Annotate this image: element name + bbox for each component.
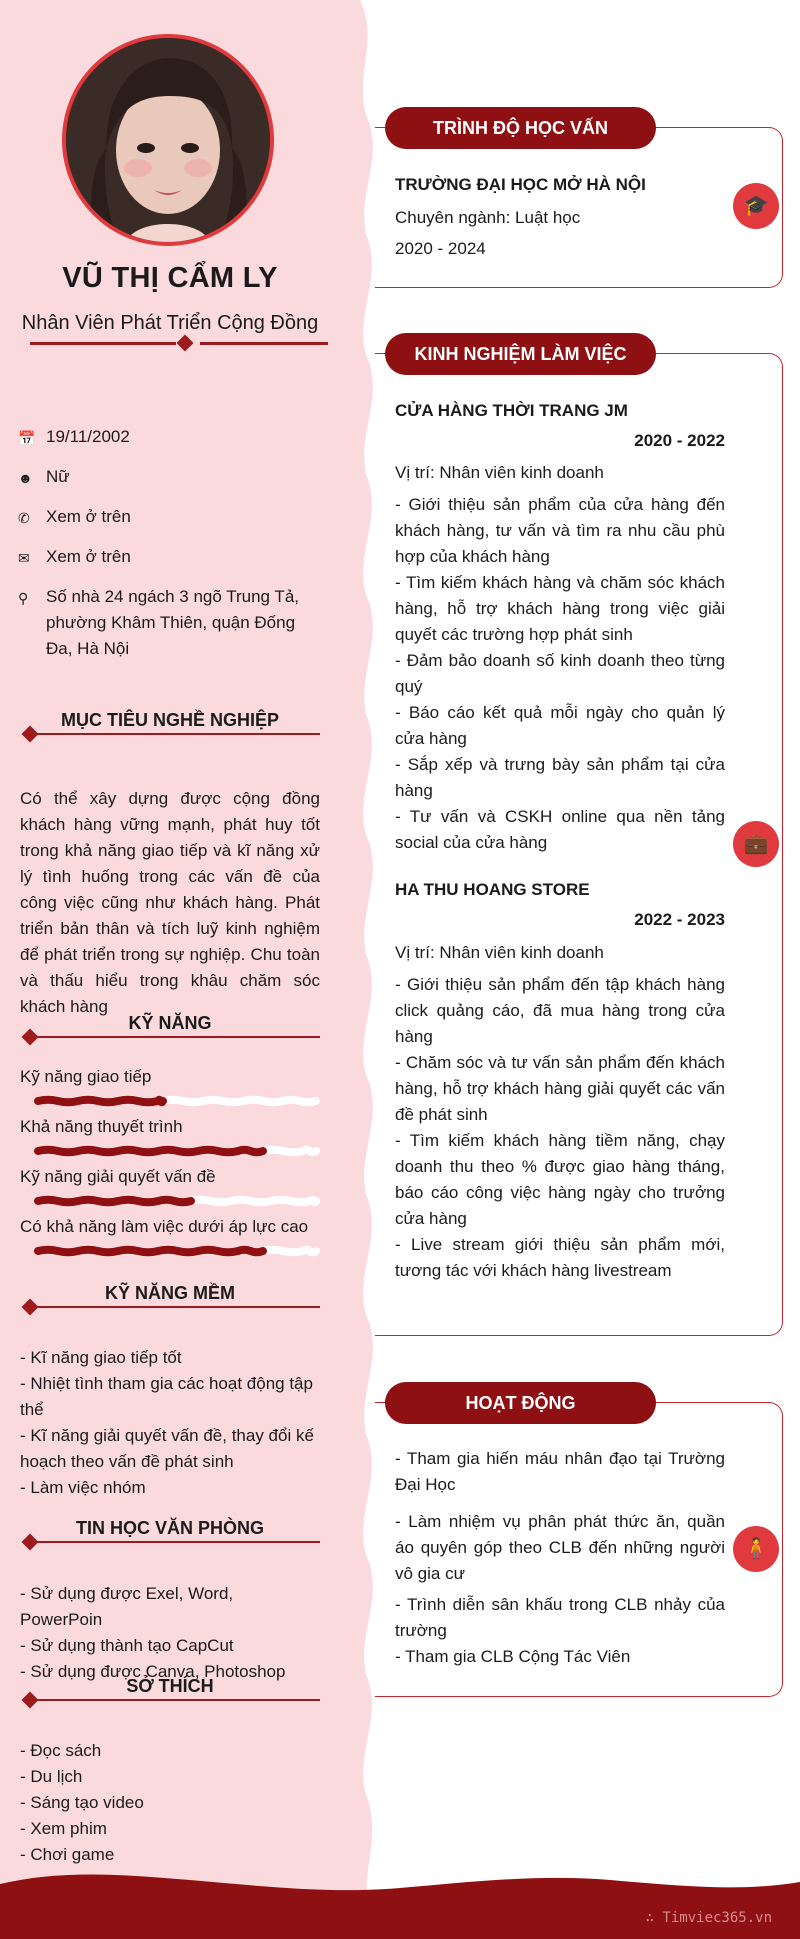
person-standing-icon: 🧍 [733,1526,779,1572]
activities-heading: HOẠT ĐỘNG [385,1382,656,1424]
contact-gender [18,464,318,491]
job-years: 2020 - 2022 [634,431,725,450]
education-school: TRƯỜNG ĐẠI HỌC MỞ HÀ NỘI [395,175,646,194]
job-company: HA THU HOANG STORE [395,880,590,899]
contact-phone [18,504,318,531]
objective-heading-label: MỤC TIÊU NGHỀ NGHIỆP [60,710,279,730]
skill-bar-track [263,1150,316,1153]
objective-text: Có thể xây dựng được cộng đồng khách hàng vững mạnh, phát huy tốt trong khả năng giao tiếp và kĩ năng xử lý tình huống trong các vấn đề của công việc cũng như khách hàng. Phát triển bản thân và tích luỹ kinh nghiệm để phát triển trong sự nghiệp. Chu toàn và thấu hiểu trong khâu chăm sóc khách hàng [20,789,320,1016]
title-divider-left [30,342,176,345]
gender-value: Nữ [46,467,70,486]
location-pin-icon: ⚲ [18,590,29,606]
skill-bar-fill [38,1200,191,1203]
skill-name: Khả năng thuyết trình [20,1117,183,1136]
skill-level-bar [34,1144,320,1158]
heading-underline [30,1036,320,1038]
education-major: Chuyên ngành: Luật học [395,208,581,227]
section-heading-objective [20,710,320,740]
contact-birthdate [18,424,318,451]
hobbies-heading-label: SỞ THÍCH [126,1676,214,1696]
heading-underline [30,733,320,735]
activity-item: - Làm nhiệm vụ phân phát thức ăn, quần áo quyên góp theo CLB đến những người vô gia cư [395,1512,725,1583]
education-years: 2020 - 2024 [395,239,486,258]
job-title: Nhân Viên Phát Triển Cộng Đồng [21,312,319,334]
briefcase-icon: 💼 [733,821,779,867]
birthdate-value: 19/11/2002 [46,427,130,446]
skill-bar-fill [38,1150,263,1153]
avatar [62,34,274,246]
skill-level-bar [34,1244,320,1258]
job-company: CỬA HÀNG THỜI TRANG JM [395,401,628,420]
activity-item: - Tham gia hiến máu nhân đạo tại Trường Đại Học [395,1449,725,1494]
education-heading: TRÌNH ĐỘ HỌC VẤN [385,107,656,149]
section-heading-skills [20,1013,320,1043]
hobbies-text: - Đọc sách - Du lịch - Sáng tạo video - Xem phim - Chơi game [20,1741,144,1864]
avatar-portrait-graphic [66,38,270,242]
skills-heading-label: KỸ NĂNG [128,1013,212,1033]
skill-bar-track [191,1200,316,1203]
skill-name: Kỹ năng giải quyết vấn đề [20,1167,216,1186]
email-value: Xem ở trên [46,547,131,566]
office-it-text: - Sử dụng được Exel, Word, PowerPoin - Sử dụng thành tạo CapCut - Sử dụng được Canva, Photoshop [20,1584,286,1681]
experience-heading: KINH NGHIỆM LÀM VIỆC [385,333,656,375]
soft-skills-text: - Kĩ năng giao tiếp tốt - Nhiệt tình tham gia các hoạt động tập thể - Kĩ năng giải quyết vấn đề, thay đổi kế hoạch theo vấn đề phát sinh - Làm việc nhóm [20,1348,314,1497]
skill-level-bar [34,1194,320,1208]
activity-item: - Trình diễn sân khấu trong CLB nhảy của trường - Tham gia CLB Cộng Tác Viên [395,1595,725,1666]
section-heading-office-it [20,1518,320,1548]
footer-wave [0,1870,800,1939]
heading-underline [30,1699,320,1701]
job-details: - Giới thiệu sản phẩm đến tập khách hàng click quảng cáo, đã mua hàng trong cửa hàng - Chăm sóc và tư vấn sản phẩm đến khách hàng, hỗ trợ khách hàng giải quyết các vấn đề phát sinh - Tìm kiếm khách hàng tiềm năng, chạy doanh thu theo % được giao hàng tháng, báo cáo công việc hàng ngày cho trưởng cửa hàng - Live stream giới thiệu sản phẩm mới, tương tác với khách hàng livestream [395,975,725,1280]
skill-bar-fill [38,1250,263,1253]
skill-bar-fill [38,1100,163,1103]
candidate-name: VŨ THỊ CẨM LY [62,262,278,294]
heading-underline [30,1541,320,1543]
heading-underline [30,1306,320,1308]
job-position: Vị trí: Nhân viên kinh doanh [395,943,604,962]
email-icon: ✉ [18,550,30,566]
phone-icon: ✆ [18,510,30,526]
soft-skills-heading-label: KỸ NĂNG MỀM [105,1283,235,1303]
skill-level-bar [34,1094,320,1108]
skill-name: Kỹ năng giao tiếp [20,1067,152,1086]
graduation-cap-icon: 🎓 [733,183,779,229]
skill-name: Có khả năng làm việc dưới áp lực cao [20,1217,309,1236]
contact-address [18,584,318,662]
person-icon: ☻ [18,470,33,486]
job-position: Vị trí: Nhân viên kinh doanh [395,463,604,482]
watermark: ∴ Timviec365.vn [645,1910,772,1926]
address-value: Số nhà 24 ngách 3 ngõ Trung Tả, phường Khâm Thiên, quận Đống Đa, Hà Nội [46,587,299,658]
calendar-icon: 📅 [18,430,36,446]
section-heading-hobbies [20,1676,320,1706]
job-details: - Giới thiệu sản phẩm của cửa hàng đến khách hàng, tư vấn và tìm ra nhu cầu phù hợp của khách hàng - Tìm kiếm khách hàng và chăm sóc khách hàng, hỗ trợ khách hàng trong việc giải quyết các trường hợp phát sinh - Đảm bảo doanh số kinh doanh theo từng quý - Báo cáo kết quả mỗi ngày cho quản lý cửa hàng - Sắp xếp và trưng bày sản phẩm tại cửa hàng - Tư vấn và CSKH online qua nền tảng social của cửa hàng [395,495,725,852]
skill-bar-track [263,1250,316,1253]
title-divider-right [200,342,328,345]
office-it-heading-label: TIN HỌC VĂN PHÒNG [75,1518,264,1538]
skill-bar-track [163,1100,316,1103]
section-heading-soft-skills [20,1283,320,1313]
contact-email [18,544,318,571]
job-years: 2022 - 2023 [634,910,725,929]
phone-value: Xem ở trên [46,507,131,526]
